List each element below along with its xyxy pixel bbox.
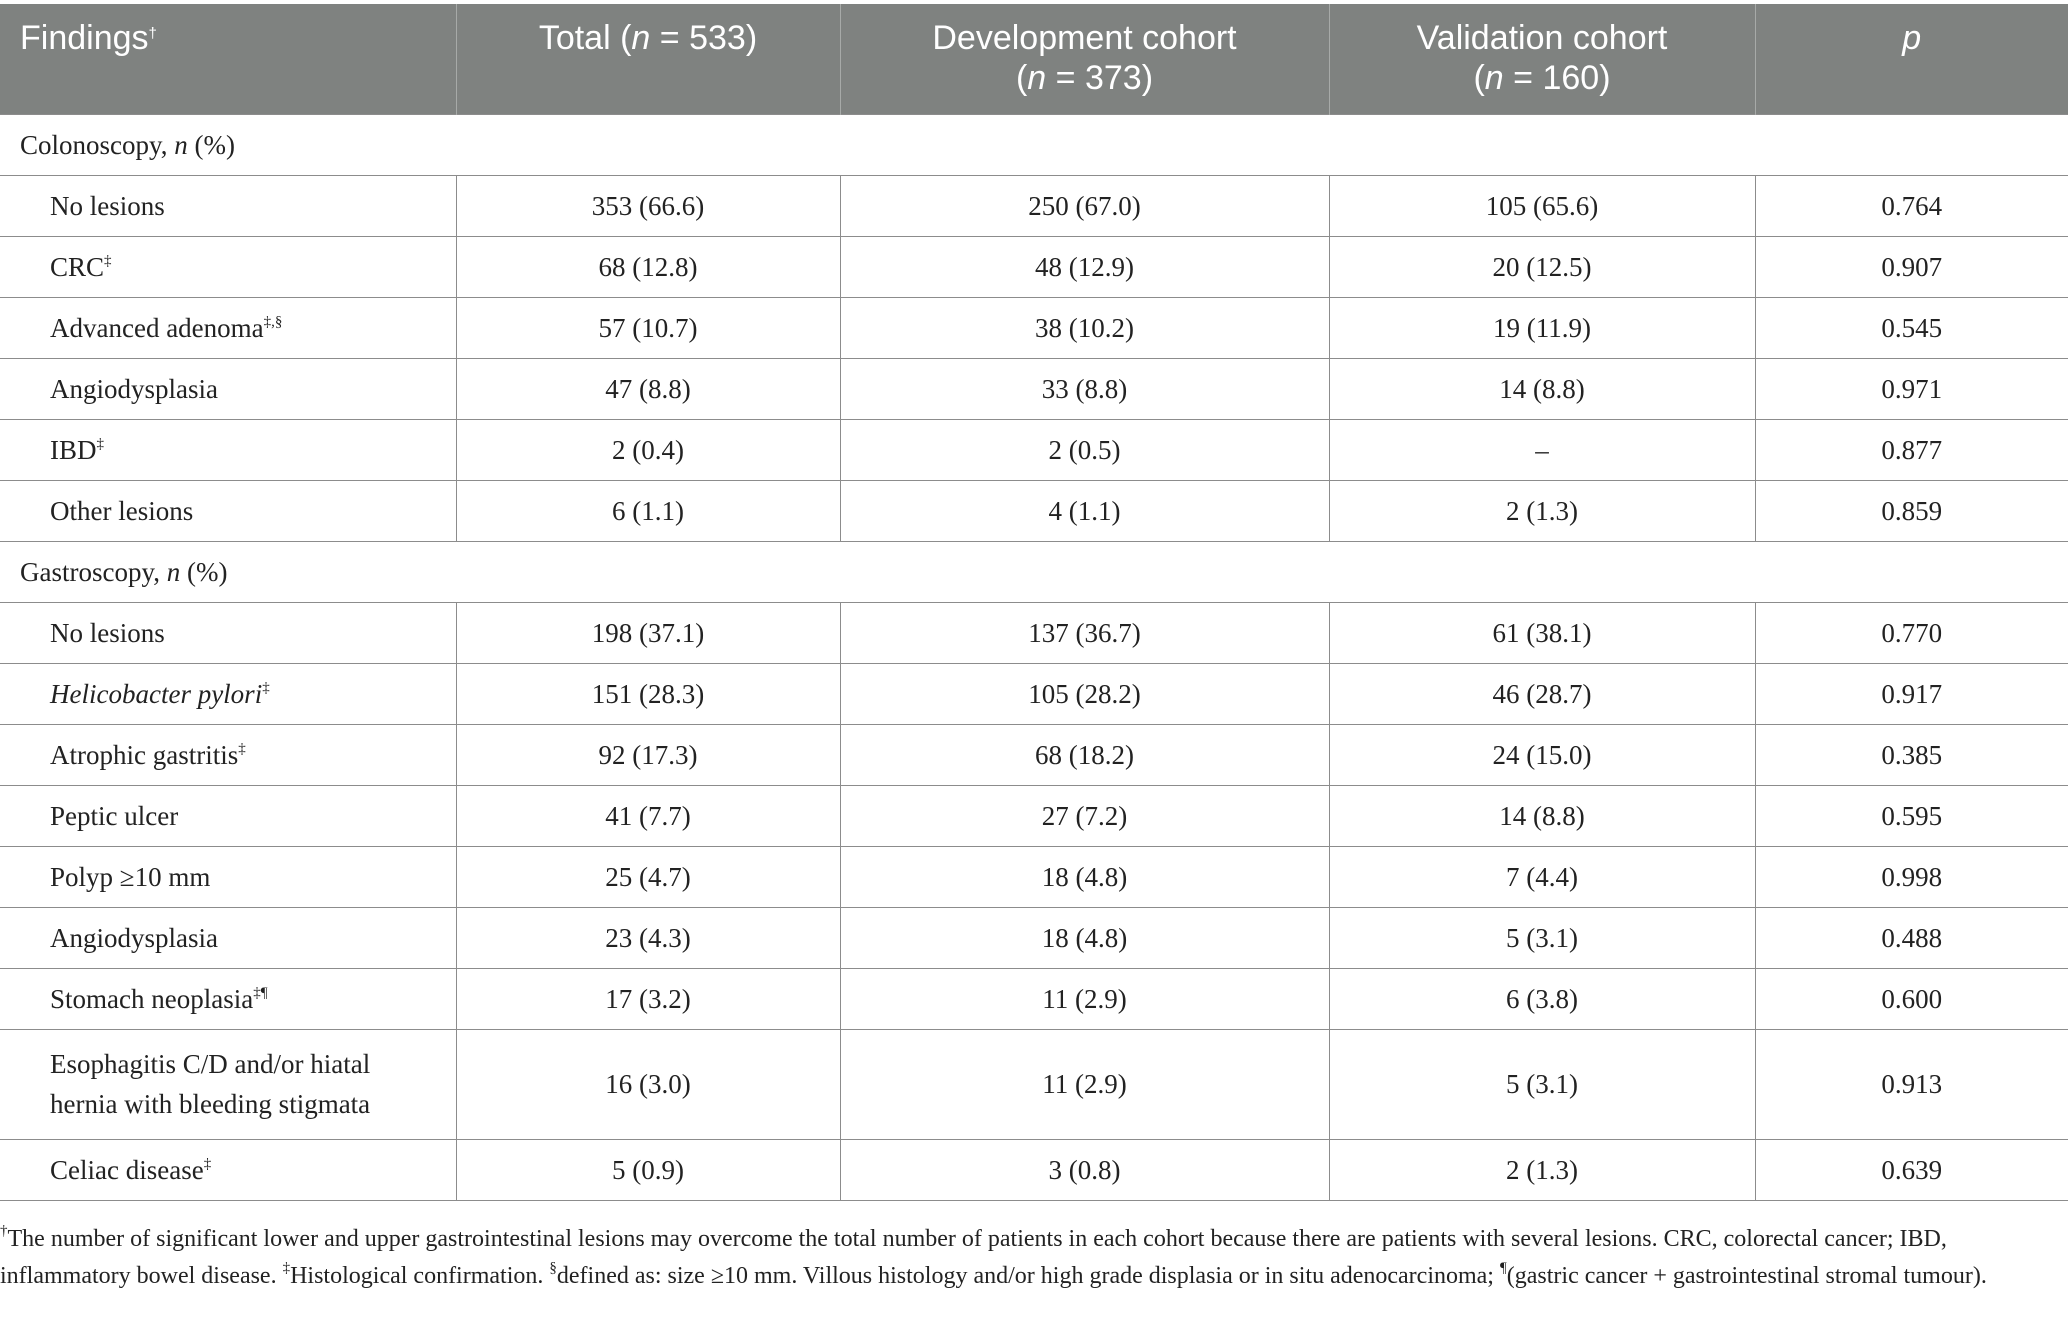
cell-validation: 61 (38.1) [1329,602,1755,663]
cell-p: 0.545 [1755,297,2068,358]
cell-development: 105 (28.2) [840,663,1329,724]
cell-development: 38 (10.2) [840,297,1329,358]
cell-total: 353 (66.6) [456,175,840,236]
cell-development: 250 (67.0) [840,175,1329,236]
row-label: Polyp ≥10 mm [0,846,456,907]
table-row [0,907,2068,968]
row-label: Helicobacter pylori‡ [0,663,456,724]
cell-p: 0.877 [1755,419,2068,480]
section-row-colonoscopy [0,114,2068,175]
col-header-total: Total (n = 533) [456,4,840,114]
cell-total: 16 (3.0) [456,1029,840,1139]
cell-p: 0.488 [1755,907,2068,968]
cell-development: 4 (1.1) [840,480,1329,541]
cell-total: 2 (0.4) [456,419,840,480]
cell-development: 11 (2.9) [840,968,1329,1029]
row-label: Atrophic gastritis‡ [0,724,456,785]
row-label: Celiac disease‡ [0,1139,456,1200]
cell-total: 92 (17.3) [456,724,840,785]
col-header-validation: Validation cohort (n = 160) [1329,4,1755,114]
cell-development: 2 (0.5) [840,419,1329,480]
cell-total: 57 (10.7) [456,297,840,358]
table-row [0,602,2068,663]
table-row [0,785,2068,846]
cell-development: 68 (18.2) [840,724,1329,785]
row-label: Stomach neoplasia‡¶ [0,968,456,1029]
cell-validation: 46 (28.7) [1329,663,1755,724]
row-label: Advanced adenoma‡,§ [0,297,456,358]
row-label: Peptic ulcer [0,785,456,846]
cell-p: 0.998 [1755,846,2068,907]
row-label: Angiodysplasia [0,358,456,419]
table-row [0,297,2068,358]
cell-total: 23 (4.3) [456,907,840,968]
cell-development: 33 (8.8) [840,358,1329,419]
table-row [0,358,2068,419]
col-header-development: Development cohort (n = 373) [840,4,1329,114]
cell-p: 0.764 [1755,175,2068,236]
table-row [0,236,2068,297]
cell-development: 137 (36.7) [840,602,1329,663]
cell-validation: 19 (11.9) [1329,297,1755,358]
row-label: No lesions [0,602,456,663]
section-label-colonoscopy: Colonoscopy, n (%) [0,114,2068,175]
cell-total: 68 (12.8) [456,236,840,297]
cell-p: 0.971 [1755,358,2068,419]
table-row [0,663,2068,724]
section-label-gastroscopy: Gastroscopy, n (%) [0,541,2068,602]
cell-validation: 7 (4.4) [1329,846,1755,907]
cell-total: 47 (8.8) [456,358,840,419]
cell-validation: 20 (12.5) [1329,236,1755,297]
row-label: Other lesions [0,480,456,541]
cell-p: 0.770 [1755,602,2068,663]
cell-total: 17 (3.2) [456,968,840,1029]
cell-p: 0.595 [1755,785,2068,846]
table-row [0,419,2068,480]
section-row-gastroscopy [0,541,2068,602]
cell-development: 11 (2.9) [840,1029,1329,1139]
cell-validation: 2 (1.3) [1329,480,1755,541]
table-row [0,1029,2068,1139]
header-row [0,4,2068,114]
cell-development: 3 (0.8) [840,1139,1329,1200]
cell-total: 41 (7.7) [456,785,840,846]
cell-validation: 24 (15.0) [1329,724,1755,785]
row-label: No lesions [0,175,456,236]
col-header-findings: Findings† [0,4,456,114]
cell-development: 18 (4.8) [840,846,1329,907]
cell-p: 0.859 [1755,480,2068,541]
row-label: Esophagitis C/D and/or hiatal hernia with bleeding stigmata [0,1029,456,1139]
cell-total: 25 (4.7) [456,846,840,907]
cell-p: 0.639 [1755,1139,2068,1200]
cell-p: 0.907 [1755,236,2068,297]
cell-p: 0.385 [1755,724,2068,785]
cell-validation: – [1329,419,1755,480]
table-row [0,846,2068,907]
cell-p: 0.600 [1755,968,2068,1029]
cell-p: 0.917 [1755,663,2068,724]
cell-development: 18 (4.8) [840,907,1329,968]
cell-validation: 14 (8.8) [1329,358,1755,419]
cell-total: 198 (37.1) [456,602,840,663]
cell-development: 48 (12.9) [840,236,1329,297]
findings-table [0,4,2068,1201]
table-footnote: †The number of significant lower and upper gastrointestinal lesions may overcome the total number of patients in each cohort because there are patients with several lesions. CRC, colorectal cancer; IBD, inflammatory bowel disease. ‡Histological confirmation. §defined as: size ≥10 mm. Villous histology and/or high grade displasia or in situ adenocarcinoma; ¶(gastric cancer + gastrointestinal stromal tumour). [0,1223,1987,1289]
cell-validation: 105 (65.6) [1329,175,1755,236]
table-row [0,480,2068,541]
table-row [0,968,2068,1029]
cell-p: 0.913 [1755,1029,2068,1139]
cell-total: 5 (0.9) [456,1139,840,1200]
cell-validation: 6 (3.8) [1329,968,1755,1029]
cell-validation: 5 (3.1) [1329,907,1755,968]
cell-validation: 14 (8.8) [1329,785,1755,846]
table-row [0,1139,2068,1200]
row-label: Angiodysplasia [0,907,456,968]
row-label: IBD‡ [0,419,456,480]
cell-validation: 2 (1.3) [1329,1139,1755,1200]
row-label: CRC‡ [0,236,456,297]
cell-total: 151 (28.3) [456,663,840,724]
col-header-p: p [1902,19,1922,57]
table-row [0,724,2068,785]
cell-development: 27 (7.2) [840,785,1329,846]
cell-total: 6 (1.1) [456,480,840,541]
table-row [0,175,2068,236]
cell-validation: 5 (3.1) [1329,1029,1755,1139]
